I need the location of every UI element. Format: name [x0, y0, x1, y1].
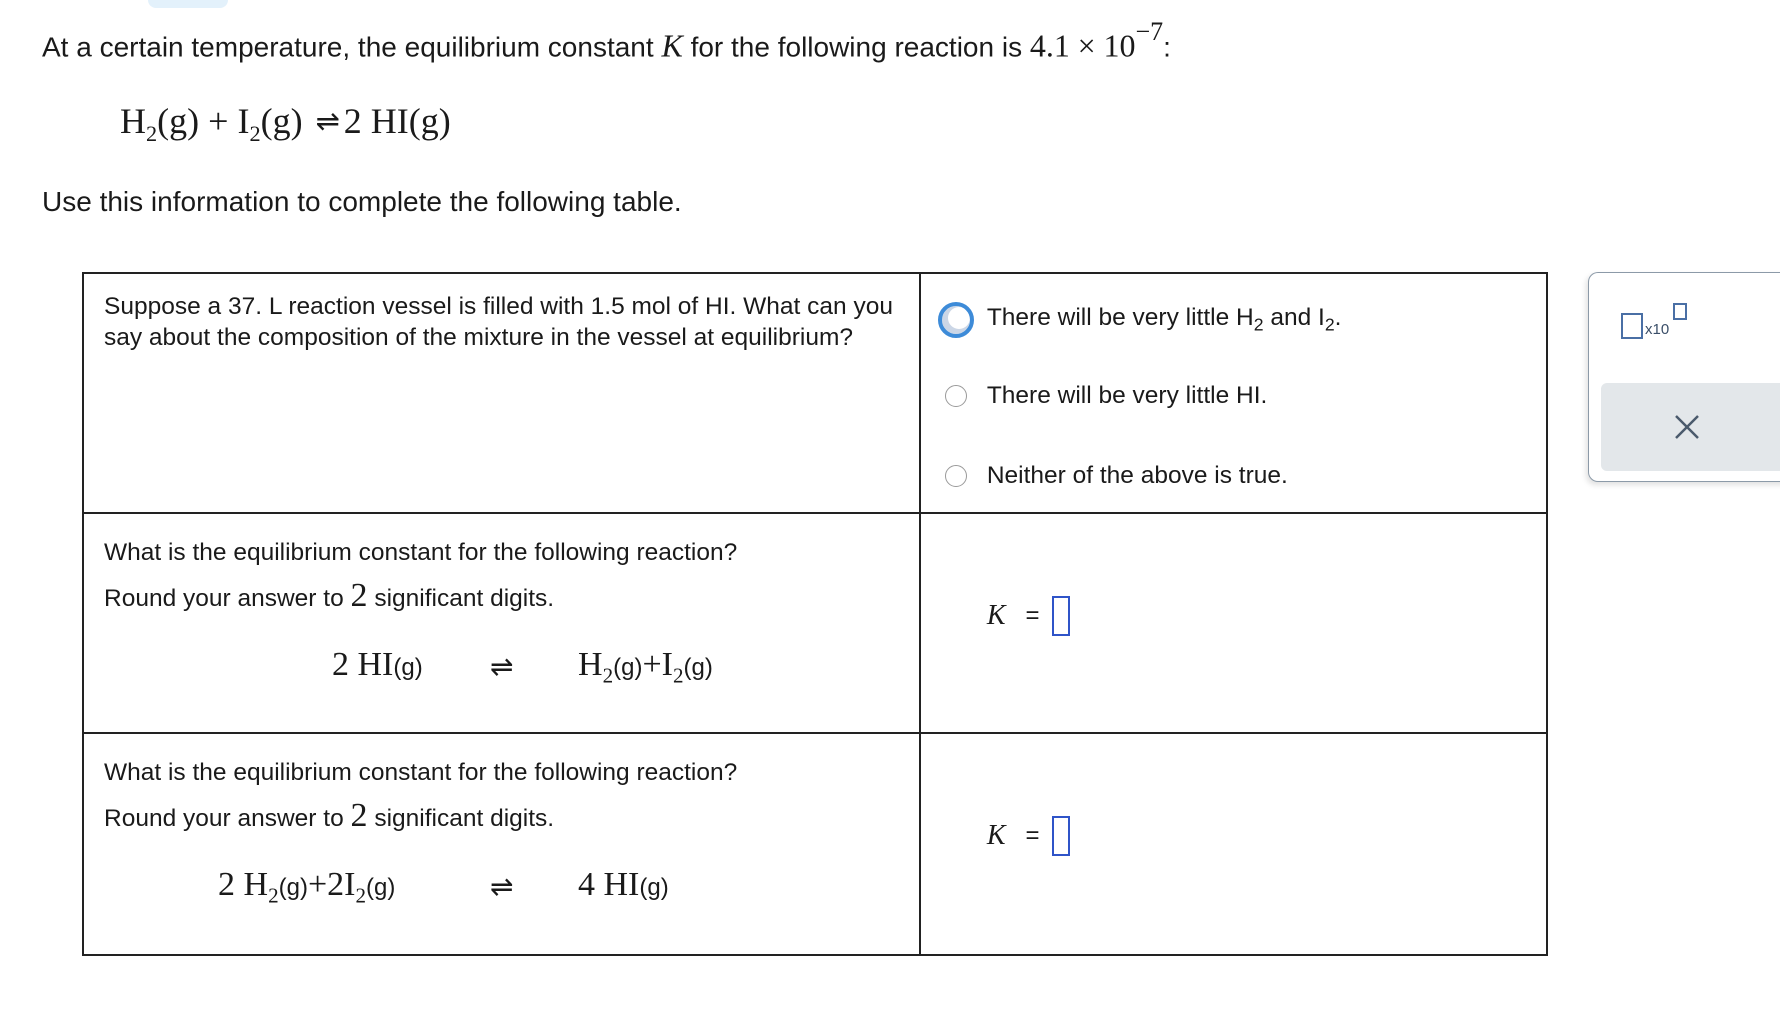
- table-row: [83, 273, 1547, 513]
- question-cell: [83, 273, 920, 513]
- question-text: What is the equilibrium constant for the following reaction? Round your answer to 2 significant digits.: [104, 759, 738, 834]
- table-row: [83, 513, 1547, 733]
- equals-sign: =: [1025, 602, 1040, 629]
- k-label: K: [986, 600, 1006, 631]
- answer-cell: [920, 513, 1547, 733]
- table-row: [83, 733, 1547, 955]
- equals-sign: =: [1025, 822, 1040, 849]
- question-table: [82, 272, 1548, 956]
- question-text: Suppose a 37. L reaction vessel is filled with 1.5 mol of HI. What can you say about the composition of the mixture in the vessel at equilibrium?: [104, 293, 893, 351]
- radio-button[interactable]: [945, 465, 967, 487]
- main-reaction-equation: $H_2(g) + I_2(g)$ ⇌ 2 HI(g): [120, 101, 451, 146]
- option-label: Neither of the above is true.: [986, 462, 1288, 489]
- exponent-box-icon: [1673, 303, 1687, 320]
- reaction-equation-rhs: $H_2(g)+I_2(g)$: [578, 646, 713, 688]
- answer-cell: [920, 733, 1547, 955]
- radio-button[interactable]: [945, 385, 967, 407]
- answer-tools-panel: [1588, 272, 1780, 482]
- reaction-equation-rhs: 4 HI(g): [578, 866, 669, 903]
- equilibrium-arrow-icon: ⇌: [490, 652, 514, 683]
- problem-intro: At a certain temperature, the equilibrium constant K for the following reaction is $4.1 \times 10^{-7}$:: [42, 17, 1171, 64]
- k-label: K: [986, 820, 1006, 851]
- k-answer-line: [987, 596, 1070, 636]
- scientific-notation-button[interactable]: [1621, 299, 1691, 349]
- top-tab-indicator: [148, 0, 228, 8]
- option-little-h2-i2[interactable]: [945, 302, 1342, 338]
- k-answer-input[interactable]: [1052, 816, 1070, 856]
- clear-button[interactable]: [1601, 383, 1780, 471]
- mantissa-box-icon: [1621, 313, 1643, 339]
- k-answer-input[interactable]: [1052, 596, 1070, 636]
- question-text: What is the equilibrium constant for the following reaction? Round your answer to 2 significant digits.: [104, 539, 738, 614]
- instruction-text: Use this information to complete the following table.: [42, 186, 682, 217]
- close-icon: [1673, 413, 1701, 441]
- question-cell: [83, 513, 920, 733]
- equilibrium-arrow-icon: ⇌: [490, 872, 514, 903]
- option-little-hi[interactable]: [945, 382, 1267, 410]
- option-label: There will be very little HI.: [986, 382, 1268, 409]
- reaction-equation-lhs: 2 $H_2(g)+2I_2(g)$: [218, 866, 396, 908]
- answer-cell: [920, 273, 1547, 513]
- k-answer-line: [987, 816, 1070, 856]
- option-label: There will be very little $H_2$ and $I_2$.: [986, 304, 1342, 335]
- option-neither[interactable]: [945, 462, 1288, 490]
- question-cell: [83, 733, 920, 955]
- radio-button-selected[interactable]: [938, 302, 974, 338]
- reaction-equation-lhs: 2 HI(g): [332, 646, 423, 683]
- x10-label: x10: [1645, 321, 1670, 338]
- equilibrium-arrow-icon: ⇌: [315, 106, 340, 138]
